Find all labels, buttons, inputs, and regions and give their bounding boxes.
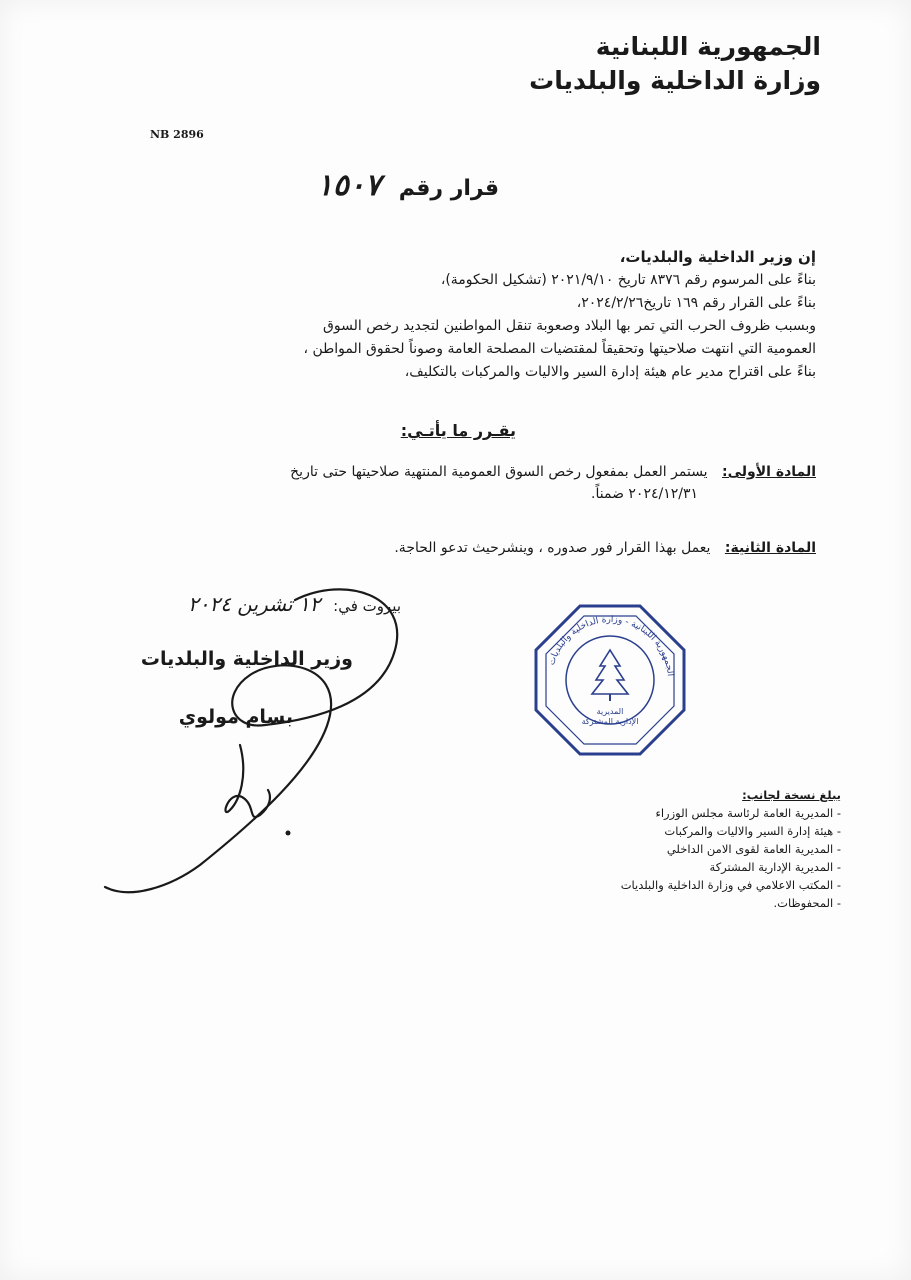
article-one-label: المادة الأولى: xyxy=(722,464,816,480)
stamp-inner-text-2: الإدارية المشتركة xyxy=(581,717,639,726)
preamble-line: وبسبب ظروف الحرب التي تمر بها البلاد وصعوبة تنقل المواطنين لتجديد رخص السوق xyxy=(323,318,816,334)
handwritten-signature xyxy=(90,575,420,915)
decides-heading: يقـرر ما يأتـي: xyxy=(400,421,516,440)
signatory-name: بسام مولوي xyxy=(178,706,293,728)
preamble-lead: إن وزير الداخلية والبلديات، xyxy=(619,248,816,266)
signing-date: ١٢ تشرين ٢٠٢٤ xyxy=(187,592,321,616)
cc-item: - المديرية العامة لقوى الامن الداخلي xyxy=(666,842,841,856)
stamp-inner-text-1: المديرية xyxy=(596,707,624,716)
cc-item: - المحفوظات. xyxy=(773,896,841,910)
cc-heading: يبلغ نسخة لجانب: xyxy=(742,788,841,802)
preamble-line: العمومية التي انتهت صلاحيتها وتحقيقاً لمقتضيات المصلحة العامة وصوناً لحقوق المواطن ، xyxy=(303,341,816,357)
preamble-line: بناءً على اقتراح مدير عام هيئة إدارة السير والاليات والمركبات بالتكليف، xyxy=(404,364,816,380)
official-stamp xyxy=(530,600,690,760)
decision-title xyxy=(317,168,499,203)
cc-item: - المديرية الإدارية المشتركة xyxy=(709,860,841,874)
article-one xyxy=(116,461,816,505)
preamble-line: بناءً على المرسوم رقم ٨٣٧٦ تاريخ ٢٠٢١/٩/١٠ (تشكيل الحكومة)، xyxy=(440,272,816,288)
article-one-text-cont: ٢٠٢٤/١٢/٣١ ضمناً. xyxy=(591,486,698,502)
decision-number: ١٥٠٧ xyxy=(316,168,382,203)
letterhead xyxy=(529,30,821,98)
ministry-name: وزارة الداخلية والبلديات xyxy=(529,66,821,95)
article-two-label: المادة الثانية: xyxy=(724,540,816,556)
decision-label: قرار رقم xyxy=(398,176,499,201)
country-name: الجمهورية اللبنانية xyxy=(595,32,821,61)
reference-number: NB 2896 xyxy=(150,128,204,141)
preamble-line: بناءً على القرار رقم ١٦٩ تاريخ٢٠٢٤/٢/٢٦، xyxy=(576,295,816,311)
preamble xyxy=(116,246,816,384)
cc-item: - هيئة إدارة السير والاليات والمركبات xyxy=(664,824,841,838)
article-two xyxy=(116,537,816,559)
stamp-outer-text: الجمهورية اللبنانية - وزارة الداخلية والبلديات xyxy=(547,614,675,677)
cc-list xyxy=(481,804,841,912)
cedar-icon xyxy=(592,650,628,694)
signing-place: بيروت في: xyxy=(333,597,401,615)
cc-item: - المكتب الاعلامي في وزارة الداخلية والبلديات xyxy=(620,878,841,892)
copy-distribution xyxy=(481,786,841,912)
cc-item: - المديرية العامة لرئاسة مجلس الوزراء xyxy=(655,806,841,820)
signatory-title: وزير الداخلية والبلديات xyxy=(140,648,353,670)
article-two-text: يعمل بهذا القرار فور صدوره ، وينشرحيث تدعو الحاجة. xyxy=(394,540,711,556)
article-one-text: يستمر العمل بمفعول رخص السوق العمومية المنتهية صلاحيتها حتى تاريخ xyxy=(290,464,708,480)
